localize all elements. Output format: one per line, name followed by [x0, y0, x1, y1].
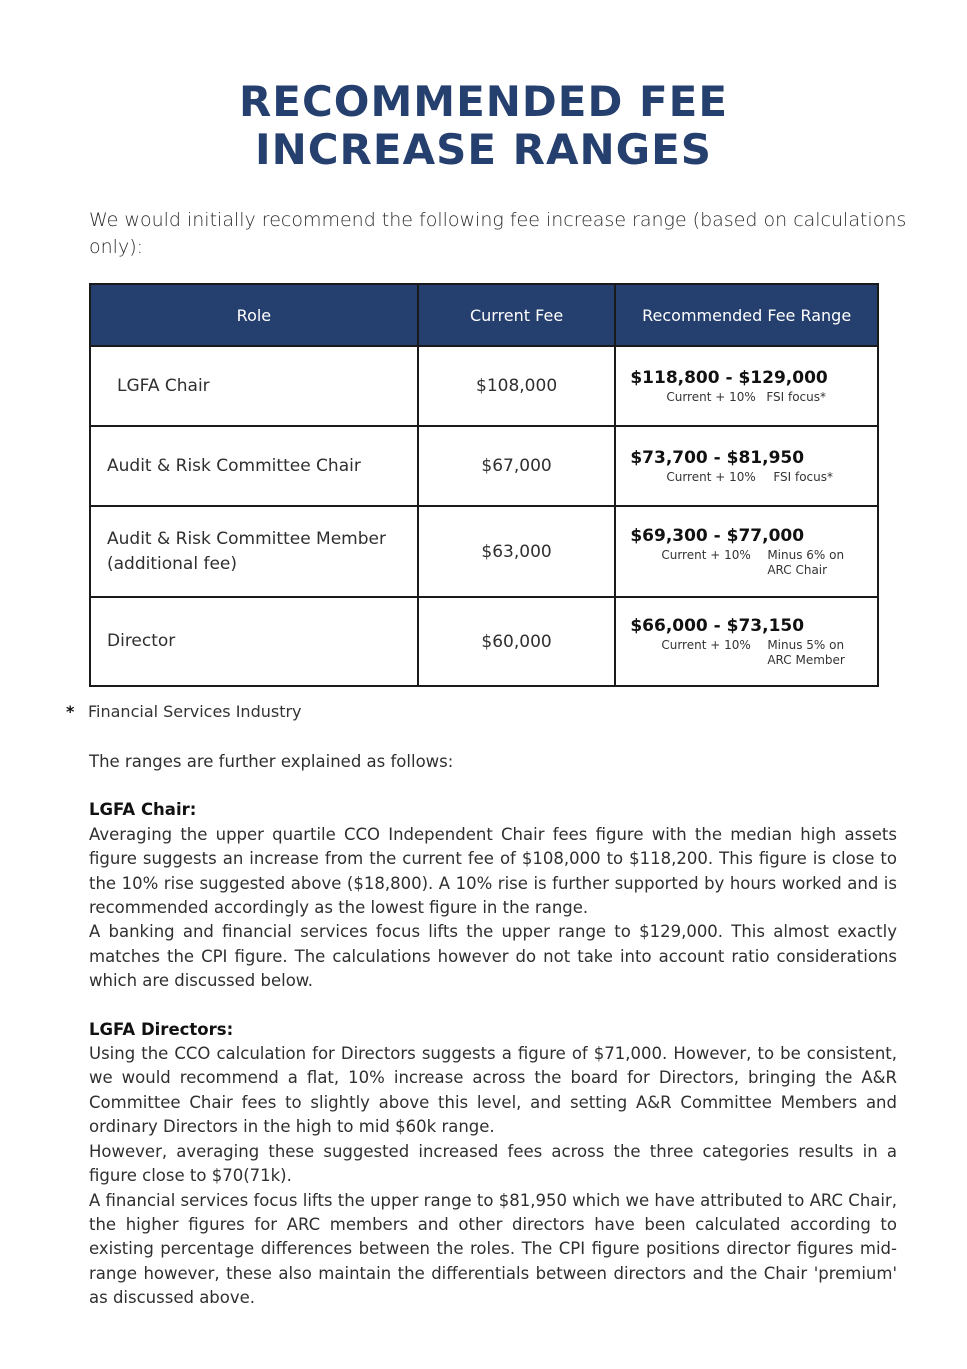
- paragraph: A financial services focus lifts the upper range to $81,950 which we have attributed to ARC Chair, the higher figures for ARC members and other directors have been calculated according to existing percentage differences between the roles. The CPI figure positions director figures mid-range however, these also maintain the differentials between directors and the Chair 'premium' as discussed above.: [89, 1190, 898, 1308]
- recommended-cell: [615, 426, 878, 506]
- note-high: FSI focus*: [773, 469, 834, 484]
- table-row: [90, 506, 878, 597]
- range-notes: [630, 548, 877, 578]
- section-heading-directors: LGFA Directors:: [89, 1019, 234, 1039]
- paragraph: A banking and financial services focus lifts the upper range to $129,000. This almost exactly matches the CPI figure. The calculations however do not take into account ratio considerations which are discussed below.: [89, 922, 897, 991]
- range-value: $69,300 - $77,000: [630, 525, 805, 546]
- paragraph: Averaging the upper quartile CCO Independent Chair fees figure with the median high assets figure suggests an increase from the current fee of $108,000 to $118,200. This figure is close to the 10% rise suggested above ($18,800). A 10% rise is further supported by hours worked and is recommended accordingly as the lowest figure in the range.: [89, 824, 897, 918]
- range-notes: [630, 470, 877, 485]
- header-role: Role: [90, 284, 418, 346]
- footnote: [66, 702, 302, 721]
- explained-intro: The ranges are further explained as follows:: [89, 752, 454, 771]
- range-notes: [630, 638, 877, 668]
- paragraph: Using the CCO calculation for Directors suggests a figure of $71,000. However, to be consistent, we would recommend a flat, 10% increase across the board for Directors, bringing the A&R Committee Chair fees to slightly above this level, and setting A&R Committee Members and ordinary Directors in the high to mid $60k range.: [89, 1044, 897, 1137]
- section-heading-chair: LGFA Chair:: [89, 800, 197, 820]
- table-header-row: [90, 284, 878, 346]
- fee-table: [89, 283, 879, 687]
- range-notes: [630, 390, 877, 405]
- explanation-body: [89, 750, 897, 1311]
- range-value: $118,800 - $129,000: [630, 367, 828, 388]
- current-fee-cell: $60,000: [418, 597, 616, 686]
- table-row: [90, 426, 878, 506]
- role-cell: LGFA Chair: [90, 346, 418, 426]
- title-line-2: INCREASE RANGES: [254, 125, 713, 174]
- current-fee-cell: $63,000: [418, 506, 616, 597]
- paragraph: However, averaging these suggested increased fees across the three categories results in a figure close to $70(71k).: [89, 1141, 897, 1186]
- footnote-text: Financial Services Industry: [88, 702, 302, 721]
- header-current-fee: Current Fee: [418, 284, 616, 346]
- note-low: Current + 10%: [661, 547, 751, 562]
- note-high: Minus 6% on ARC Chair: [767, 547, 845, 577]
- role-cell: Director: [90, 597, 418, 686]
- range-value: $73,700 - $81,950: [630, 447, 805, 468]
- page-title: [0, 78, 967, 174]
- recommended-cell: [615, 506, 878, 597]
- role-cell: Audit & Risk Committee Member (additional fee): [90, 506, 418, 597]
- note-high: FSI focus*: [766, 389, 827, 404]
- header-recommended-range: Recommended Fee Range: [615, 284, 878, 346]
- recommended-cell: [615, 346, 878, 426]
- table-row: [90, 597, 878, 686]
- note-low: Current + 10%: [666, 469, 756, 484]
- intro-text: We would initially recommend the following fee increase range (based on calculations only):: [89, 209, 907, 258]
- recommended-cell: [615, 597, 878, 686]
- current-fee-cell: $108,000: [418, 346, 616, 426]
- table-row: [90, 346, 878, 426]
- note-low: Current + 10%: [661, 637, 751, 652]
- footnote-symbol: *: [66, 702, 75, 721]
- title-line-1: RECOMMENDED FEE: [238, 77, 729, 126]
- current-fee-cell: $67,000: [418, 426, 616, 506]
- role-cell: Audit & Risk Committee Chair: [90, 426, 418, 506]
- note-low: Current + 10%: [666, 389, 756, 404]
- note-high: Minus 5% on ARC Member: [767, 637, 845, 667]
- range-value: $66,000 - $73,150: [630, 615, 805, 636]
